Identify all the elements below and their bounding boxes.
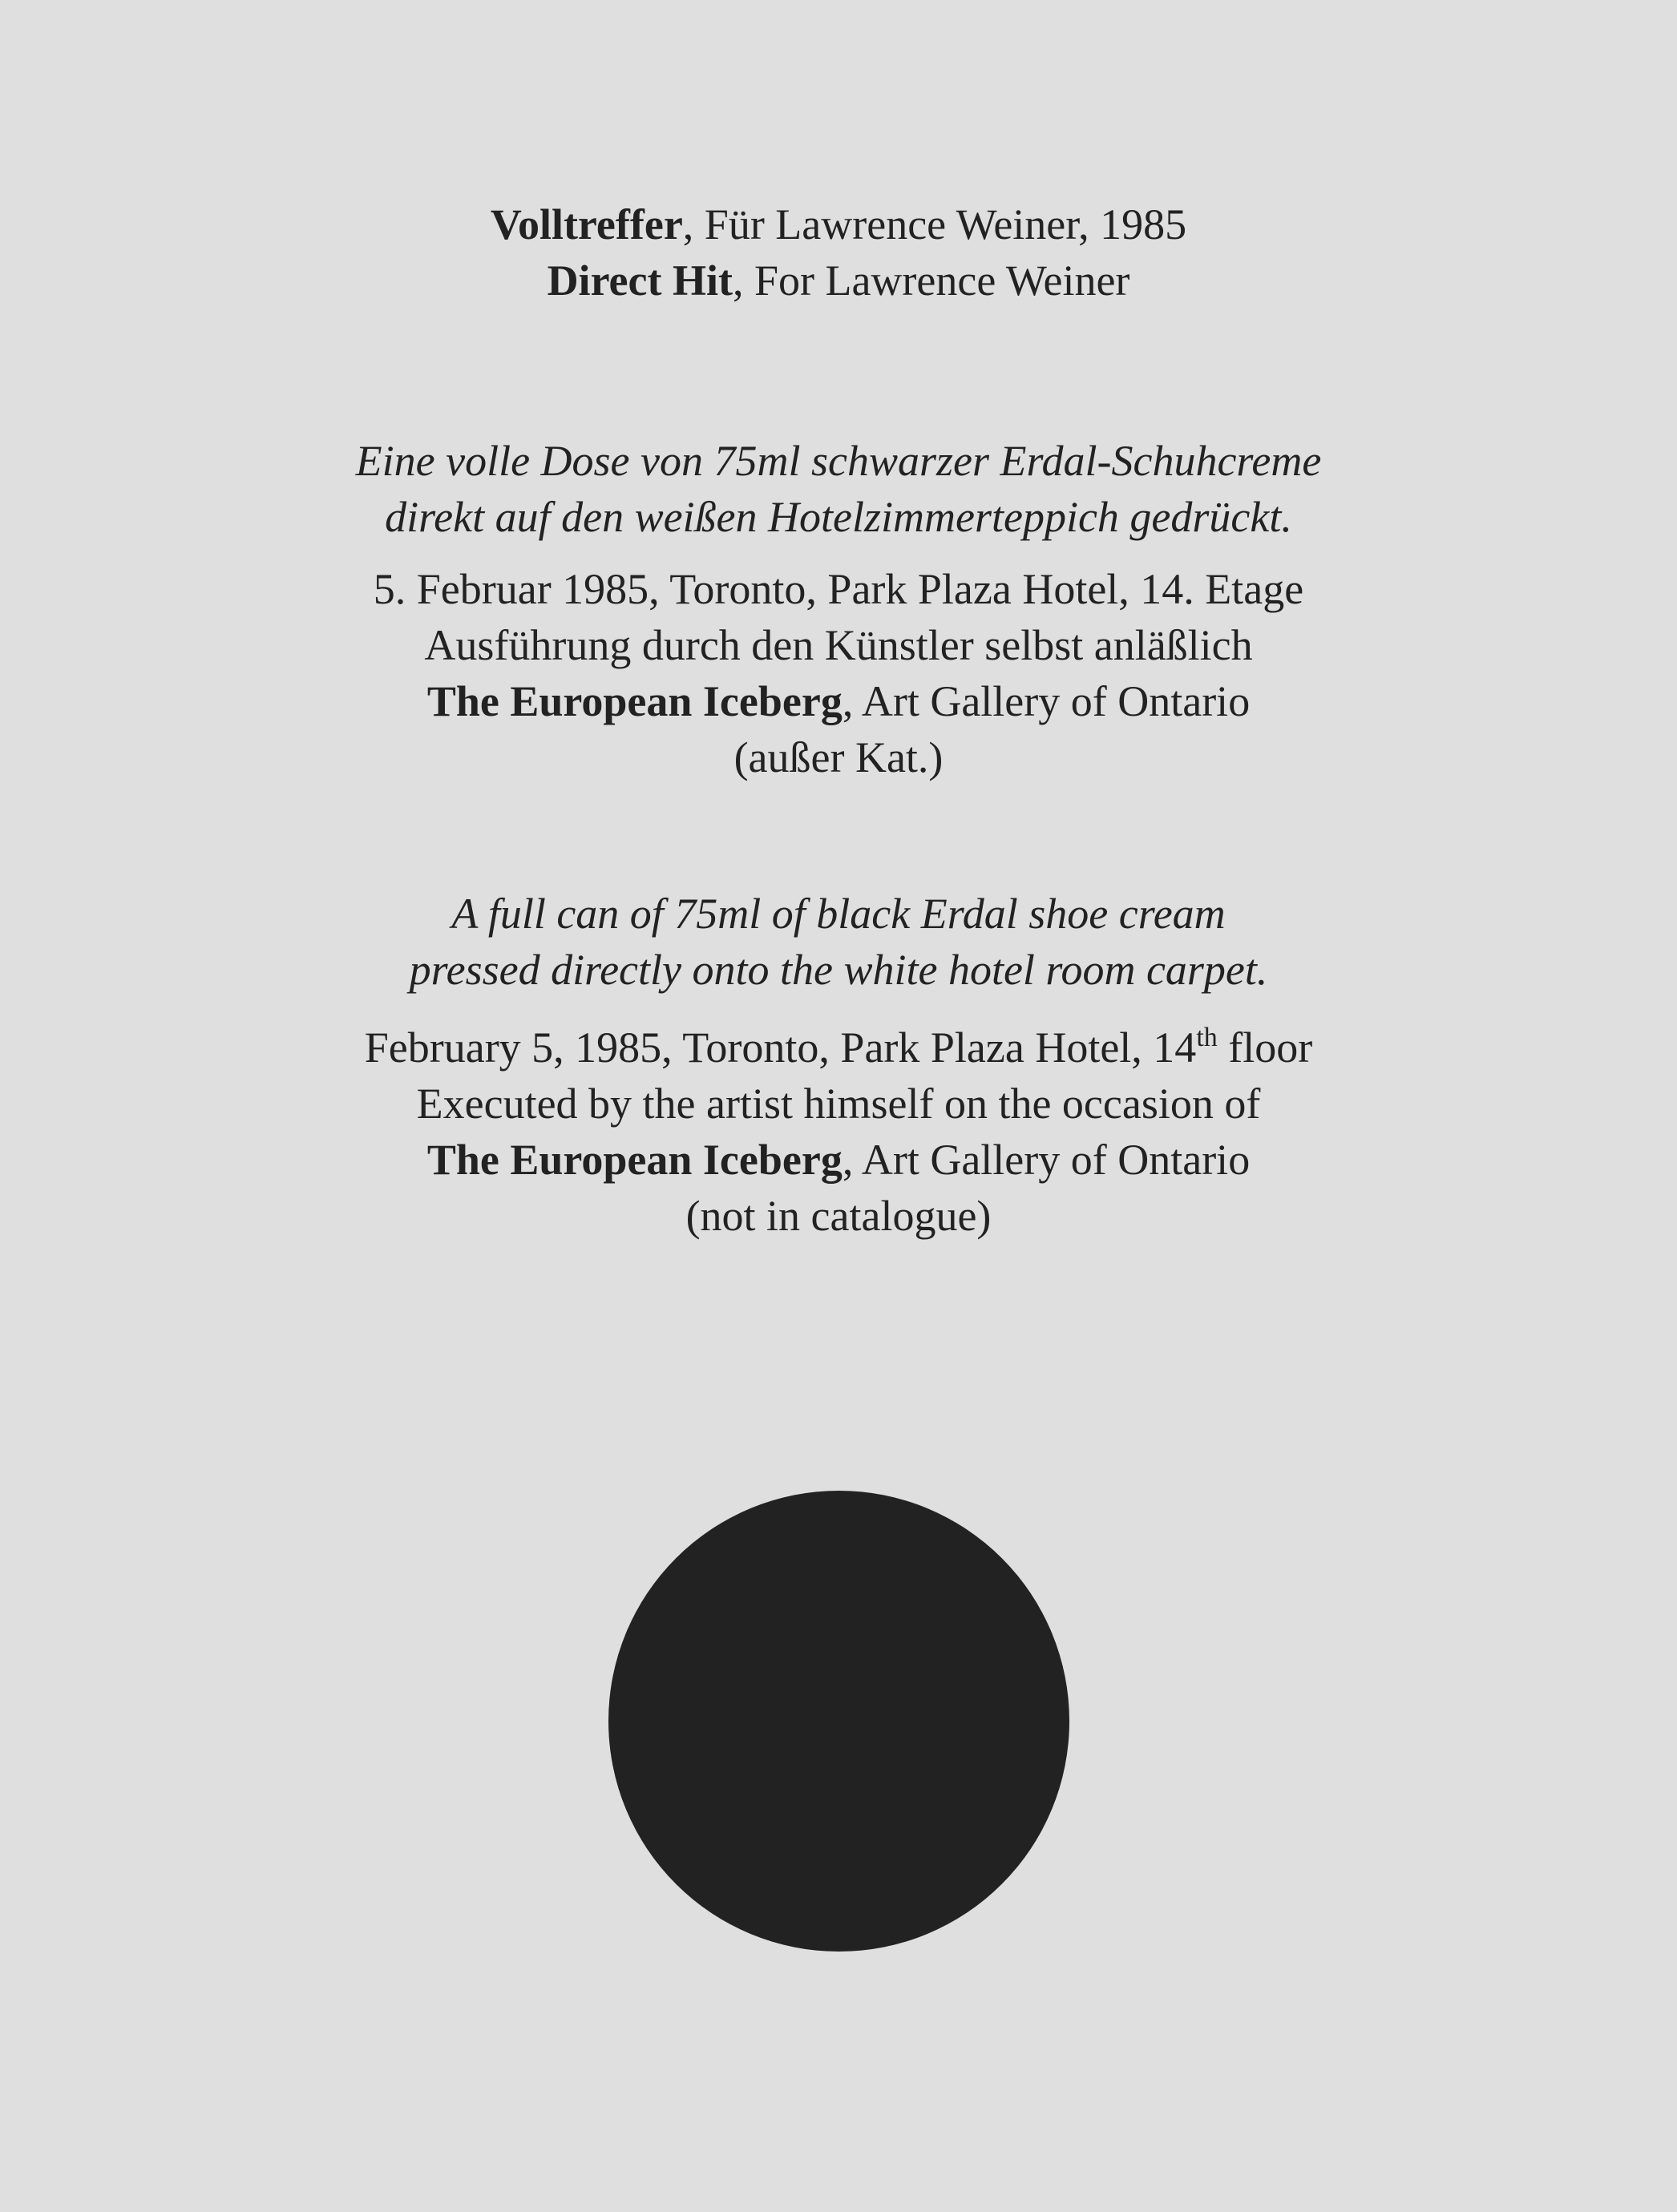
german-description-line-1: Eine volle Dose von 75ml schwarzer Erdal-Schuhcreme <box>355 437 1322 485</box>
title-block <box>0 196 1677 309</box>
english-note: (not in catalogue) <box>685 1192 992 1240</box>
english-venue: , Art Gallery of Ontario <box>842 1136 1251 1184</box>
english-date-place-end: floor <box>1217 1023 1313 1072</box>
english-date-place-sup: th <box>1196 1023 1218 1052</box>
german-exhibition-line <box>0 673 1677 729</box>
german-subtitle: , Für Lawrence Weiner, 1985 <box>682 200 1187 248</box>
english-subtitle: , For Lawrence Weiner <box>732 256 1130 305</box>
german-note: (außer Kat.) <box>733 733 944 781</box>
german-exhibition: The European Iceberg <box>426 677 843 725</box>
german-description <box>0 433 1677 545</box>
english-exhibition-line <box>0 1132 1677 1188</box>
german-title: Volltreffer <box>490 200 683 248</box>
german-title-line <box>0 196 1677 252</box>
english-date-place <box>0 1019 1677 1076</box>
shoe-cream-dot <box>608 1491 1069 1952</box>
german-date-place: 5. Februar 1985, Toronto, Park Plaza Hotel, 14. Etage <box>373 565 1304 613</box>
german-details <box>0 561 1677 785</box>
english-details <box>0 1019 1677 1244</box>
english-description-line-1: A full can of 75ml of black Erdal shoe cream <box>451 890 1226 938</box>
english-execution: Executed by the artist himself on the occasion of <box>416 1080 1261 1128</box>
german-description-line-2: direkt auf den weißen Hotelzimmerteppich gedrückt. <box>385 493 1292 541</box>
english-title: Direct Hit <box>547 256 733 305</box>
english-description-line-2: pressed directly onto the white hotel room carpet. <box>409 946 1268 994</box>
english-description <box>0 886 1677 998</box>
english-exhibition: The European Iceberg <box>426 1136 843 1184</box>
german-execution: Ausführung durch den Künstler selbst anläßlich <box>424 621 1253 669</box>
german-venue: , Art Gallery of Ontario <box>842 677 1251 725</box>
english-date-place-main: February 5, 1985, Toronto, Park Plaza Hotel, 14 <box>364 1023 1197 1072</box>
english-title-line <box>0 252 1677 309</box>
